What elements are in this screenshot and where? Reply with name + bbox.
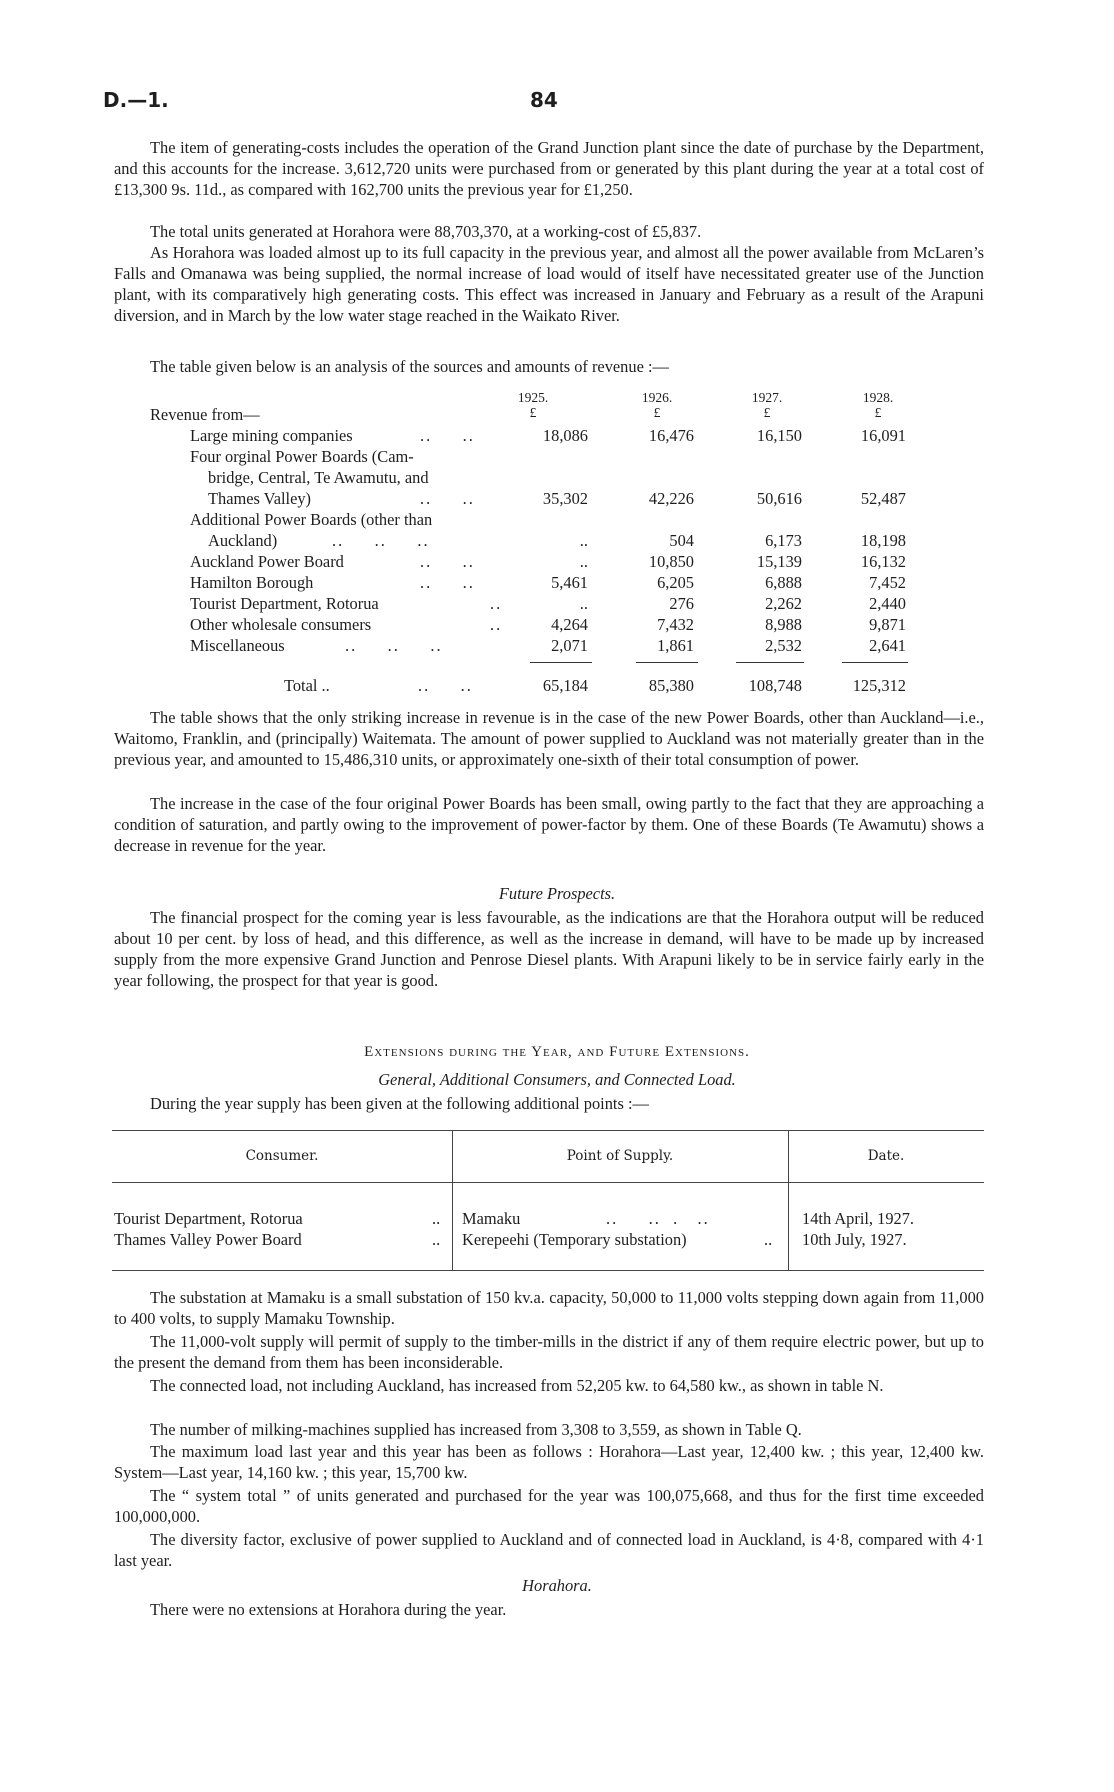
paragraph-horahora-units: The total units generated at Horahora were 88,703,370, at a working-cost of £5,837.: [150, 222, 702, 241]
table-cell: 18,198: [860, 531, 906, 550]
row-label: bridge, Central, Te Awamutu, and: [208, 468, 429, 487]
paragraph-system-total: The “ system total ” of units generated and purchased for the year was 100,075,668, and thus for the first time exceeded 100,000,000.: [114, 1486, 984, 1526]
table-cell: 10,850: [648, 552, 694, 571]
leader-dots: .. ..: [420, 573, 475, 592]
table-cell: 2,532: [765, 636, 802, 655]
table-cell: 2,262: [765, 594, 802, 613]
leader-dots: ..: [432, 1209, 441, 1228]
column-header-date: Date.: [867, 1148, 905, 1164]
page-number: 84: [530, 88, 558, 112]
table-cell: 52,487: [860, 489, 906, 508]
table-cell: 9,871: [869, 615, 906, 634]
paragraph-horahora-extensions: There were no extensions at Horahora during the year.: [150, 1600, 507, 1619]
table-cell: 504: [669, 531, 694, 550]
leader-dots: .. .. . ..: [606, 1209, 710, 1228]
table-cell: 6,888: [765, 573, 802, 592]
table-cell: 16,476: [648, 426, 694, 445]
table-cell: 7,432: [657, 615, 694, 634]
table-cell-total: 85,380: [648, 676, 694, 695]
year-header: 1928. £: [862, 390, 894, 420]
total-label: Total ..: [284, 676, 330, 695]
table-cell: 35,302: [542, 489, 588, 508]
paragraph-striking-increase: The table shows that the only striking increase in revenue is in the case of the new Power Boards, other than Auckland—i.e., Waitomo, Franklin, and (principally) Waitemata. The amount of power supplied to Auckland was not materially greater than in the previous year, and amounted to 15,486,310 units, or approximately one-sixth of their total consumption of power.: [114, 708, 984, 769]
document-code: D.—1.: [103, 88, 169, 112]
table-cell: 8,988: [765, 615, 802, 634]
table-cell: 2,071: [551, 636, 588, 655]
paragraph-original-boards: The increase in the case of the four original Power Boards has been small, owing partly to the fact that they are approaching a condition of saturation, and partly owing to the improvement of power-factor by them. One of these Boards (Te Awamutu) shows a decrease in revenue for the year.: [114, 794, 984, 855]
paragraph-milking-machines: The number of milking-machines supplied has increased from 3,308 to 3,559, as shown in Table Q.: [150, 1420, 802, 1439]
total-rule: [736, 662, 804, 663]
leader-dots: .. ..: [418, 676, 473, 695]
table-cell-total: 125,312: [852, 676, 906, 695]
table-cell: 2,440: [869, 594, 906, 613]
leader-dots: ..: [490, 615, 503, 634]
table-cell: 276: [669, 594, 694, 613]
horahora-heading: Horahora.: [522, 1576, 592, 1595]
total-rule: [636, 662, 698, 663]
leader-dots: .. .. ..: [345, 636, 443, 655]
row-label: Four orginal Power Boards (Cam-: [190, 447, 414, 466]
paragraph-horahora-capacity: As Horahora was loaded almost up to its full capacity in the previous year, and almost all the power available from McLaren’s Falls and Omanawa was being supplied, the normal increase of load would of itself have necessitated greater use of the Junction plant, with its comparatively high generating costs. This effect was increased in January and February as a result of the Arapuni diversion, and in March by the low water stage reached in the Waikato River.: [114, 243, 984, 325]
table-rule: [112, 1270, 984, 1271]
table-cell: 16,150: [756, 426, 802, 445]
table-cell-total: 108,748: [748, 676, 802, 695]
row-label: Tourist Department, Rotorua: [190, 594, 379, 613]
row-label: Additional Power Boards (other than: [190, 510, 433, 529]
table-cell: 7,452: [869, 573, 906, 592]
extensions-subheading: General, Additional Consumers, and Connected Load.: [378, 1070, 736, 1089]
future-prospects-heading: Future Prospects.: [498, 884, 616, 903]
table-cell: 16,091: [860, 426, 906, 445]
leader-dots: ..: [764, 1230, 773, 1249]
paragraph-table-intro: The table given below is an analysis of the sources and amounts of revenue :—: [150, 357, 669, 376]
total-rule: [842, 662, 908, 663]
table-cell: Kerepeehi (Temporary substation): [462, 1230, 687, 1249]
table-cell: ..: [579, 594, 588, 613]
row-label: Hamilton Borough: [190, 573, 314, 592]
table-cell: 50,616: [756, 489, 802, 508]
year-header: 1925. £: [517, 390, 549, 420]
total-rule: [530, 662, 592, 663]
paragraph-connected-load: The connected load, not including Auckland, has increased from 52,205 kw. to 64,580 kw., as shown in table N.: [150, 1376, 884, 1395]
paragraph-generating-costs: The item of generating-costs includes the operation of the Grand Junction plant since the date of purchase by the Department, and this accounts for the increase. 3,612,720 units were purchased from or generated by this plant during the year at a total cost of £13,300 9s. 11d., as compared with 162,700 units the previous year for £1,250.: [114, 138, 984, 199]
table-cell: 1,861: [657, 636, 694, 655]
paragraph-timber-mills: The 11,000-volt supply will permit of supply to the timber-mills in the district if any of them require electric power, but up to the present the demand from them has been inconsiderable.: [114, 1332, 984, 1372]
revenue-table: [0, 390, 1114, 702]
table-cell: ..: [579, 531, 588, 550]
table-cell: 2,641: [869, 636, 906, 655]
column-header-consumer: Consumer.: [245, 1148, 319, 1164]
paragraph-mamaku-substation: The substation at Mamaku is a small substation of 150 kv.a. capacity, 50,000 to 11,000 volts stepping down again from 11,000 to 400 volts, to supply Mamaku Township.: [114, 1288, 984, 1328]
table-cell: 14th April, 1927.: [802, 1209, 915, 1228]
table-cell: 42,226: [648, 489, 694, 508]
row-label: Auckland Power Board: [190, 552, 344, 571]
table-cell: 16,132: [860, 552, 906, 571]
row-label: Auckland): [208, 531, 278, 550]
table-cell-total: 65,184: [542, 676, 588, 695]
table-rule: [112, 1130, 984, 1131]
extensions-heading: Extensions during the Year, and Future Extensions.: [364, 1044, 750, 1060]
table-cell: Mamaku: [462, 1209, 521, 1228]
leader-dots: .. .. ..: [332, 531, 430, 550]
revenue-caption: Revenue from—: [150, 405, 260, 424]
year-header: 1927. £: [751, 390, 783, 420]
table-cell: 4,264: [551, 615, 588, 634]
leader-dots: .. ..: [420, 426, 475, 445]
paragraph-diversity-factor: The diversity factor, exclusive of power supplied to Auckland and of connected load in Auckland, is 4·8, compared with 4·1 last year.: [114, 1530, 984, 1570]
table-cell: 6,205: [657, 573, 694, 592]
table-cell: 15,139: [756, 552, 802, 571]
leader-dots: ..: [490, 594, 503, 613]
row-label: Thames Valley): [208, 489, 312, 508]
paragraph-maximum-load: The maximum load last year and this year has been as follows : Horahora—Last year, 12,400 kw. ; this year, 12,400 kw. System—Last year, 14,160 kw. ; this year, 15,700 kw.: [114, 1442, 984, 1482]
table-cell: 6,173: [765, 531, 802, 550]
year-header: 1926. £: [641, 390, 673, 420]
row-label: Other wholesale consumers: [190, 615, 372, 634]
table-cell: 10th July, 1927.: [802, 1230, 907, 1249]
table-cell: Thames Valley Power Board: [114, 1230, 302, 1249]
table-cell: Tourist Department, Rotorua: [114, 1209, 303, 1228]
supply-points-table: [112, 1130, 984, 1278]
leader-dots: .. ..: [420, 489, 475, 508]
table-cell: ..: [579, 552, 588, 571]
row-label: Miscellaneous: [190, 636, 285, 655]
leader-dots: ..: [432, 1230, 441, 1249]
table-cell: 5,461: [551, 573, 588, 592]
paragraph-extensions-intro: During the year supply has been given at the following additional points :—: [150, 1094, 649, 1113]
leader-dots: .. ..: [420, 552, 475, 571]
paragraph-future-prospects: The financial prospect for the coming year is less favourable, as the indications are that the Horahora output will be reduced about 10 per cent. by loss of head, and this difference, as well as the increase in demand, will have to be made up by increased supply from the more expensive Grand Junction and Penrose Diesel plants. With Arapuni likely to be in service fairly early in the year following, the prospect for that year is good.: [114, 908, 984, 990]
table-cell: 18,086: [542, 426, 588, 445]
column-header-point-of-supply: Point of Supply.: [566, 1148, 674, 1164]
row-label: Large mining companies: [190, 426, 353, 445]
table-rule: [112, 1182, 984, 1183]
